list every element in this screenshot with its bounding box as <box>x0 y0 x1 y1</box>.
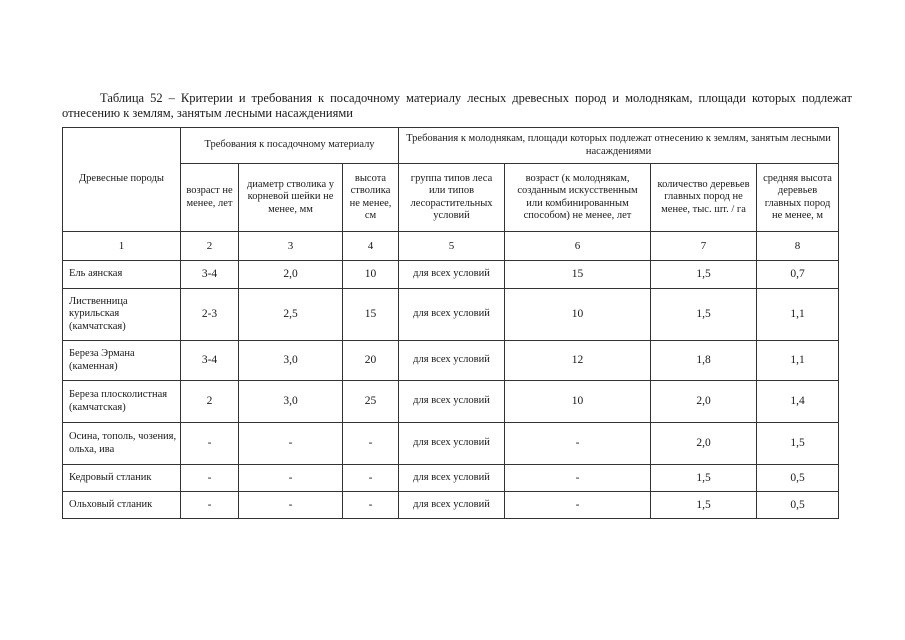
cell-value: для всех условий <box>399 341 505 381</box>
cell-value: - <box>505 465 651 492</box>
cell-value: для всех условий <box>399 492 505 519</box>
cell-value: 2 <box>181 381 239 423</box>
cell-value: 1,5 <box>757 423 839 465</box>
cell-value: 2,0 <box>239 261 343 289</box>
cell-value: - <box>343 423 399 465</box>
cell-value: 1,1 <box>757 289 839 341</box>
cell-value: 2,0 <box>651 423 757 465</box>
cell-value: 1,5 <box>651 261 757 289</box>
table-caption <box>62 91 852 121</box>
cell-value: - <box>505 423 651 465</box>
header-species: Древесные породы <box>63 128 181 232</box>
cell-species: Береза Эрмана (каменная) <box>63 341 181 381</box>
table-row <box>63 381 839 423</box>
cell-value: - <box>181 423 239 465</box>
column-number: 2 <box>181 232 239 261</box>
cell-value: для всех условий <box>399 289 505 341</box>
cell-value: - <box>505 492 651 519</box>
cell-value: 3-4 <box>181 261 239 289</box>
cell-value: 20 <box>343 341 399 381</box>
cell-value: 3-4 <box>181 341 239 381</box>
cell-value: - <box>239 492 343 519</box>
cell-value: 15 <box>505 261 651 289</box>
cell-value: 25 <box>343 381 399 423</box>
table-row <box>63 341 839 381</box>
cell-value: 12 <box>505 341 651 381</box>
cell-value: 2-3 <box>181 289 239 341</box>
cell-value: 1,5 <box>651 465 757 492</box>
column-number: 7 <box>651 232 757 261</box>
cell-value: для всех условий <box>399 381 505 423</box>
cell-value: 10 <box>343 261 399 289</box>
cell-value: 1,5 <box>651 289 757 341</box>
column-number: 8 <box>757 232 839 261</box>
header-row-groups <box>63 128 839 164</box>
header-col-5: группа типов леса или типов лесорастительных условий <box>399 164 505 232</box>
cell-value: 2,0 <box>651 381 757 423</box>
header-col-6: возраст (к молоднякам, созданным искусственным или комбинированным способом) не менее, лет <box>505 164 651 232</box>
header-group-young: Требования к молоднякам, площади которых подлежат отнесению к землям, занятым лесными насаждениями <box>399 128 839 164</box>
cell-value: 10 <box>505 289 651 341</box>
requirements-table <box>62 127 839 519</box>
cell-value: 15 <box>343 289 399 341</box>
cell-value: 1,1 <box>757 341 839 381</box>
cell-value: для всех условий <box>399 261 505 289</box>
header-group-material: Требования к посадочному материалу <box>181 128 399 164</box>
cell-value: 0,5 <box>757 492 839 519</box>
cell-value: для всех условий <box>399 423 505 465</box>
header-row-numbers <box>63 232 839 261</box>
cell-value: 3,0 <box>239 381 343 423</box>
cell-value: - <box>239 465 343 492</box>
column-number: 3 <box>239 232 343 261</box>
cell-value: - <box>343 465 399 492</box>
column-number: 5 <box>399 232 505 261</box>
table-row <box>63 423 839 465</box>
header-col-8: средняя высота деревьев главных пород не менее, м <box>757 164 839 232</box>
cell-value: - <box>343 492 399 519</box>
cell-value: 3,0 <box>239 341 343 381</box>
header-col-7: количество деревьев главных пород не менее, тыс. шт. / га <box>651 164 757 232</box>
cell-value: - <box>181 465 239 492</box>
cell-value: - <box>181 492 239 519</box>
cell-value: 1,8 <box>651 341 757 381</box>
cell-value: 1,4 <box>757 381 839 423</box>
cell-species: Береза плосколистная (камчатская) <box>63 381 181 423</box>
column-number: 1 <box>63 232 181 261</box>
table-row <box>63 492 839 519</box>
cell-value: для всех условий <box>399 465 505 492</box>
cell-species: Ольховый стланик <box>63 492 181 519</box>
header-col-3: диаметр стволика у корневой шейки не менее, мм <box>239 164 343 232</box>
table-caption-text: Таблица 52 – Критерии и требования к посадочному материалу лесных древесных пород и молоднякам, площади которых подлежат отнесению к землям, занятым лесными насаждениями <box>62 91 852 120</box>
cell-value: 2,5 <box>239 289 343 341</box>
cell-value: 0,5 <box>757 465 839 492</box>
cell-value: 1,5 <box>651 492 757 519</box>
cell-species: Осина, тополь, чозения, ольха, ива <box>63 423 181 465</box>
header-col-2: возраст не менее, лет <box>181 164 239 232</box>
cell-species: Кедровый стланик <box>63 465 181 492</box>
header-col-4: высота стволика не менее, см <box>343 164 399 232</box>
table-row <box>63 261 839 289</box>
column-number: 4 <box>343 232 399 261</box>
cell-value: 10 <box>505 381 651 423</box>
table-row <box>63 289 839 341</box>
column-number: 6 <box>505 232 651 261</box>
cell-value: - <box>239 423 343 465</box>
cell-species: Лиственница курильская (камчатская) <box>63 289 181 341</box>
cell-value: 0,7 <box>757 261 839 289</box>
table-row <box>63 465 839 492</box>
cell-species: Ель аянская <box>63 261 181 289</box>
